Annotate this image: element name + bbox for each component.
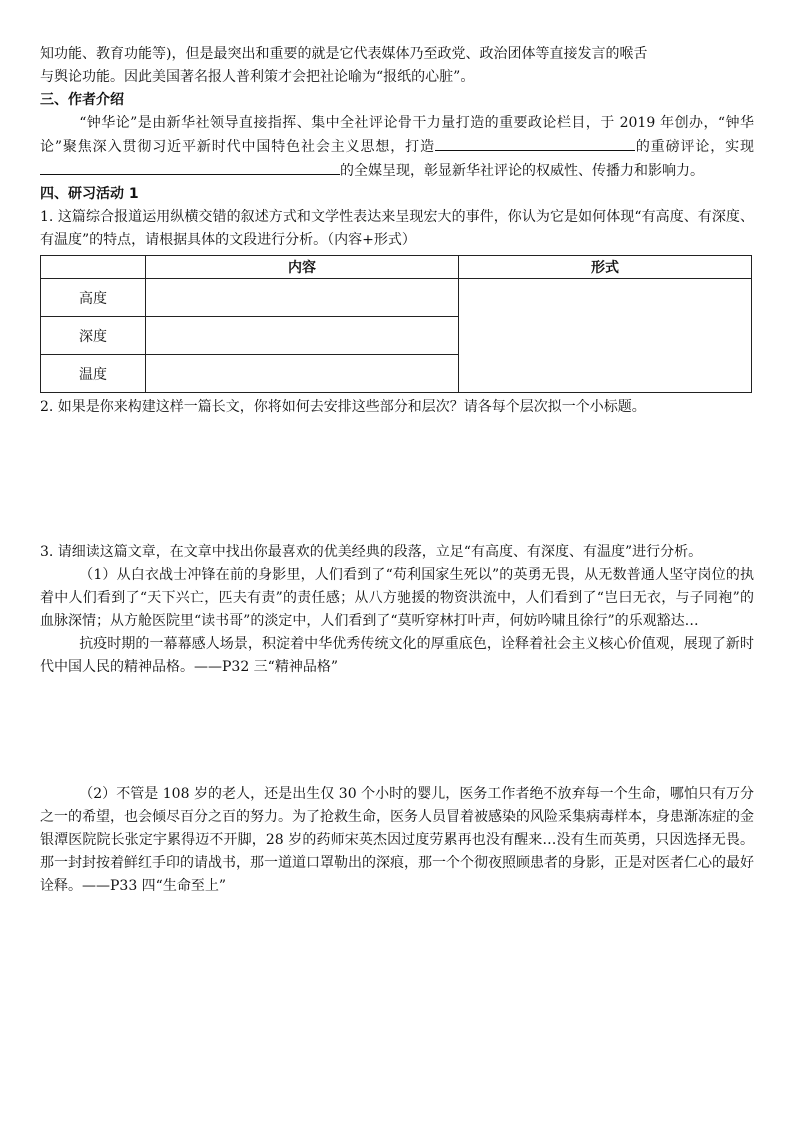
document-page (40, 43, 754, 898)
content-cell-height[interactable] (146, 279, 459, 317)
form-cell[interactable] (459, 279, 752, 393)
table-row (41, 279, 752, 317)
section4-heading: 四、研习活动 1 (40, 186, 139, 202)
question-1: 1. 这篇综合报道运用纵横交错的叙述方式和文学性表达来呈现宏大的事件，你认为它是如何体现“有高度、有深度、有温度”的特点，请根据具体的文段进行分析。（内容+形式） (40, 209, 754, 248)
row-label-height: 高度 (41, 279, 146, 317)
fill-in-blank-1[interactable] (435, 135, 635, 151)
answer-space-3a[interactable] (40, 679, 754, 783)
author-intro-text-a: “钟华论”是由新华社领导直接指挥、集中全社评论骨干力量打造的重要政论栏目，于 2019 年创办，“钟华论”聚焦深入贯彻习近平新时代中国特色社会主义思想，打造 (40, 115, 754, 155)
fill-in-blank-2[interactable] (40, 159, 340, 175)
excerpt-1-comment: 抗疫时期的一幕幕感人场景，积淀着中华优秀传统文化的厚重底色，诠释着社会主义核心价值观，展现了新时代中国人民的精神品格。——P32 三“精神品格” (40, 636, 754, 675)
question-3: 3. 请细读这篇文章，在文章中找出你最喜欢的优美经典的段落，立足“有高度、有深度、有温度”进行分析。 (40, 544, 703, 560)
table-header-row (41, 256, 752, 279)
row-label-warmth: 温度 (41, 355, 146, 393)
excerpt-1-paragraph: （1）从白衣战士冲锋在前的身影里，人们看到了“苟利国家生死以”的英勇无畏，从无数普通人坚守岗位的执着中人们看到了“天下兴亡，匹夫有责”的责任感；从八方驰援的物资洪流中，人们看到了“岂曰无衣，与子同袍”的血脉深情；从方舱医院里“读书哥”的淡定中，人们看到了“莫听穿林打叶声，何妨吟啸且徐行”的乐观豁达… (40, 567, 754, 629)
author-intro-text-c: 的全媒呈现，彰显新华社评论的权威性、传播力和影响力。 (340, 163, 704, 179)
question-2: 2. 如果是你来构建这样一篇长文，你将如何去安排这些部分和层次？请各每个层次拟一个小标题。 (40, 399, 646, 415)
excerpt-2-paragraph: （2）不管是 108 岁的老人，还是出生仅 30 个小时的婴儿，医务工作者绝不放弃每一个生命，哪怕只有万分之一的希望，也会倾尽百分之百的努力。为了抢救生命，医务人员冒着被感染的风险采集病毒样本，身患渐冻症的金银潭医院院长张定宇累得迈不开脚，28 岁的药师宋英杰因过度劳累再也没有醒来…没有生而英勇，只因选择无畏。那一封封按着鲜红手印的请战书，那一道道口罩勒出的深痕，那一个个彻夜照顾患者的身影，正是对医者仁心的最好诠释。——P33 四“生命至上” (40, 786, 754, 894)
author-intro-paragraph (40, 112, 754, 183)
content-cell-warmth[interactable] (146, 355, 459, 393)
table-header-blank (41, 256, 146, 279)
intro-line-1: 知功能、教育功能等)，但是最突出和重要的就是它代表媒体乃至政党、政治团体等直接发言的喉舌 (40, 46, 648, 62)
author-intro-text-b: 的重磅评论，实现 (634, 139, 755, 155)
table-header-form: 形式 (459, 256, 752, 279)
table-header-content: 内容 (146, 256, 459, 279)
intro-line-2: 与舆论功能。因此美国著名报人普利策才会把社论喻为“报纸的心脏”。 (40, 69, 475, 85)
analysis-table (40, 255, 752, 393)
row-label-depth: 深度 (41, 317, 146, 355)
section3-heading: 三、作者介绍 (40, 92, 124, 108)
content-cell-depth[interactable] (146, 317, 459, 355)
answer-space-2[interactable] (40, 419, 754, 541)
